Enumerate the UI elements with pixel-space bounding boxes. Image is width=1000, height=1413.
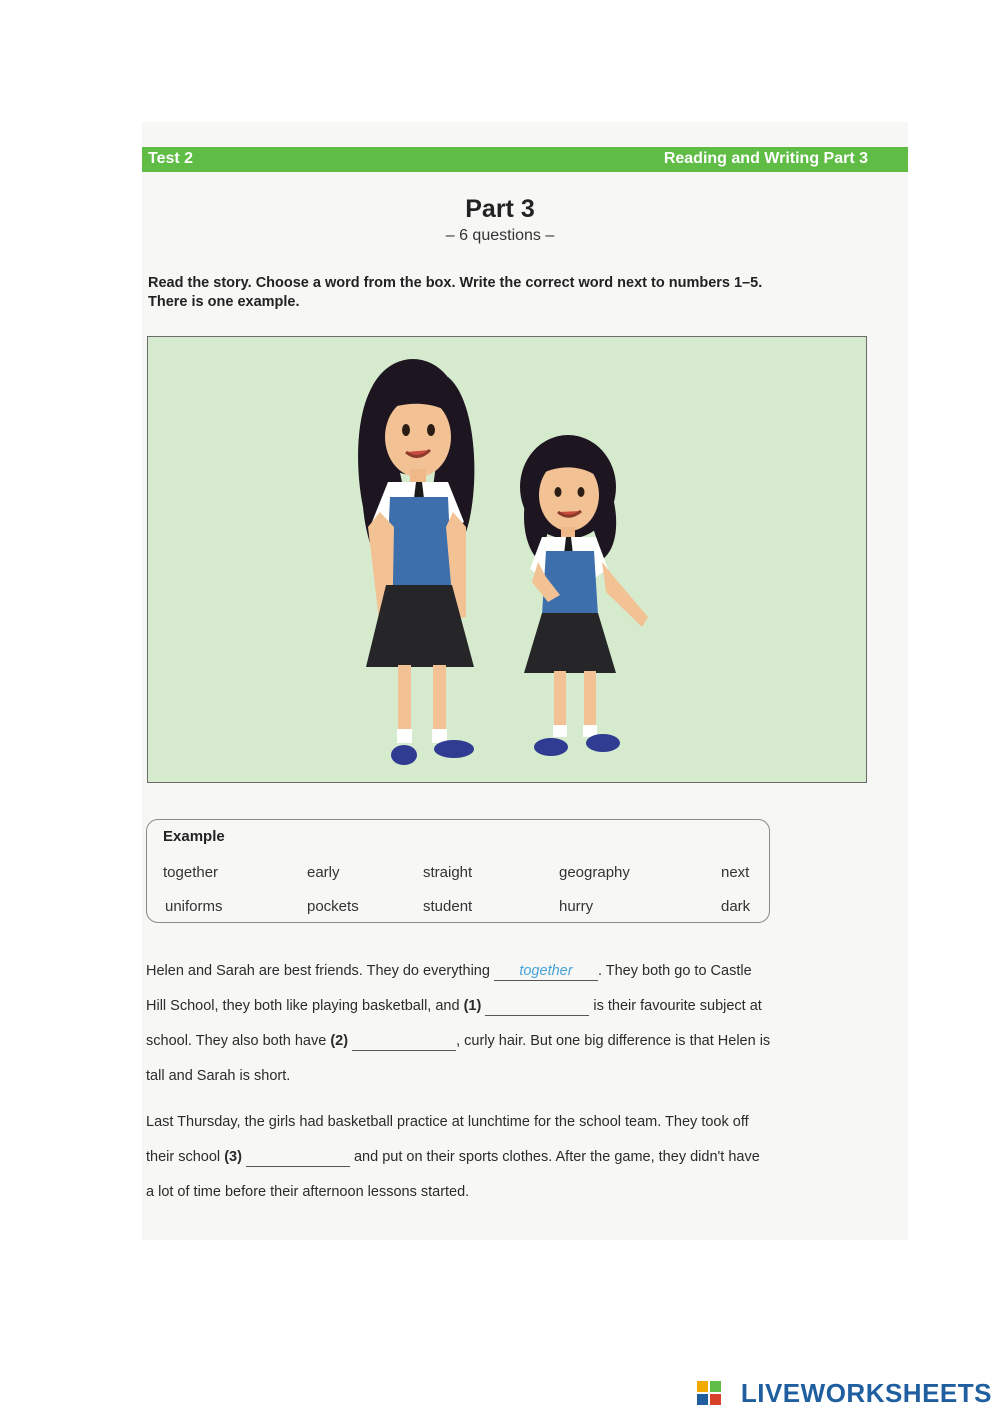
illustration-two-girls — [147, 336, 867, 783]
story-paragraph-1 — [146, 954, 866, 1094]
helen-figure — [358, 359, 474, 765]
story-line — [146, 1059, 866, 1094]
story-text: , curly hair. But one big difference is that Helen is — [456, 1033, 771, 1049]
word-option: together — [163, 864, 219, 881]
story-line — [146, 1024, 866, 1059]
question-number-3: (3) — [224, 1149, 242, 1165]
instructions-line-2: There is one example. — [148, 294, 300, 310]
word-option: early — [307, 864, 340, 881]
story-text: . They both go to Castle — [597, 963, 752, 979]
story-text: their school — [146, 1149, 225, 1165]
answer-1-input[interactable] — [485, 995, 589, 1016]
story-text: school. They also both have — [146, 1033, 331, 1049]
word-option: dark — [721, 898, 751, 915]
word-option: student — [423, 898, 473, 915]
story-line — [146, 954, 866, 989]
story-text: Hill School, they both like playing basketball, and — [146, 998, 464, 1014]
story-text: and put on their sports clothes. After the game, they didn't have — [349, 1149, 760, 1165]
story-line — [146, 1175, 866, 1210]
test-label: Test 2 — [148, 150, 194, 167]
story-text: Helen and Sarah are best friends. They do everything — [146, 963, 494, 979]
word-box-label: Example — [163, 828, 225, 845]
word-option: geography — [559, 864, 630, 881]
story-text: tall and Sarah is short. — [146, 1068, 291, 1084]
word-option: straight — [423, 864, 473, 881]
liveworksheets-logo-icon — [697, 1381, 721, 1405]
story-text: a lot of time before their afternoon lessons started. — [146, 1184, 470, 1200]
page-subtitle: – 6 questions – — [445, 227, 555, 244]
answer-2-input[interactable] — [352, 1030, 456, 1051]
instructions — [148, 274, 868, 312]
story-text: is their favourite subject at — [589, 998, 762, 1014]
example-answer-blank: together — [494, 962, 598, 981]
story-line — [146, 1105, 866, 1140]
answer-3-input[interactable] — [246, 1146, 350, 1167]
word-option: next — [721, 864, 750, 881]
story-line — [146, 1140, 866, 1175]
story-text: Last Thursday, the girls had basketball practice at lunchtime for the school team. They took off — [146, 1114, 749, 1130]
word-option: pockets — [307, 898, 359, 915]
question-number-2: (2) — [330, 1033, 349, 1049]
page-title: Part 3 — [465, 195, 535, 223]
instructions-line-1: Read the story. Choose a word from the box. Write the correct word next to numbers 1–5. — [148, 275, 763, 291]
section-label: Reading and Writing Part 3 — [663, 150, 868, 167]
question-number-1: (1) — [463, 998, 482, 1014]
word-option: uniforms — [165, 898, 223, 915]
story-line — [146, 989, 866, 1024]
header-banner — [142, 147, 908, 172]
girls-illustration-image — [148, 337, 867, 783]
word-option: hurry — [559, 898, 594, 915]
liveworksheets-watermark[interactable]: LIVEWORKSHEETS — [740, 1378, 992, 1408]
story-paragraph-2 — [146, 1105, 866, 1210]
sarah-figure — [520, 435, 648, 756]
word-box — [146, 819, 770, 923]
